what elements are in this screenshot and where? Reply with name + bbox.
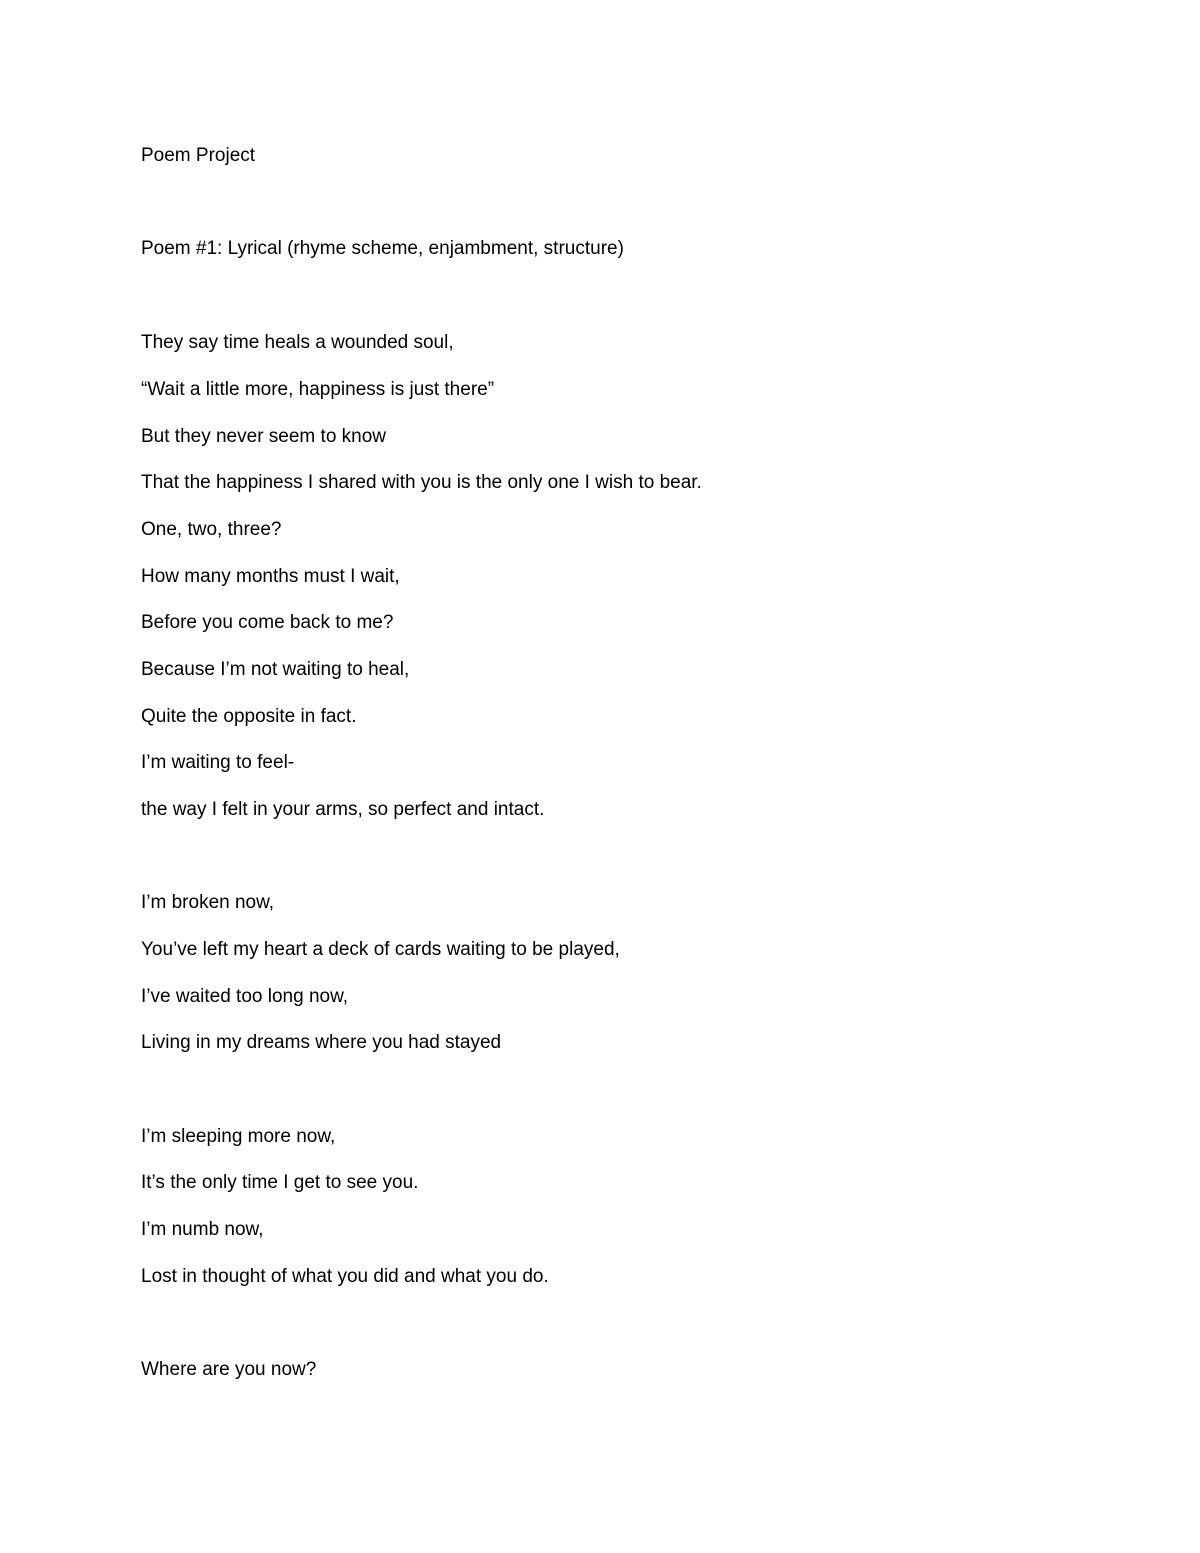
poem-line: One, two, three? (141, 519, 282, 540)
poem-line: “Wait a little more, happiness is just there” (141, 379, 495, 400)
poem-line: Quite the opposite in fact. (141, 706, 357, 727)
poem-line: That the happiness I shared with you is the only one I wish to bear. (141, 472, 702, 493)
poem-line: Living in my dreams where you had stayed (141, 1032, 502, 1053)
poem-line: Because I’m not waiting to heal, (141, 659, 410, 680)
poem-heading: Poem #1: Lyrical (rhyme scheme, enjambment, structure) (141, 238, 624, 259)
poem-line: Where are you now? (141, 1359, 317, 1380)
poem-line: I’ve waited too long now, (141, 986, 349, 1007)
poem-line: You’ve left my heart a deck of cards waiting to be played, (141, 939, 620, 960)
poem-line: They say time heals a wounded soul, (141, 332, 454, 353)
poem-line: But they never seem to know (141, 426, 387, 447)
poem-line: Lost in thought of what you did and what you do. (141, 1266, 549, 1287)
poem-line: I’m sleeping more now, (141, 1126, 336, 1147)
document-title: Poem Project (141, 145, 256, 166)
poem-line: I’m broken now, (141, 892, 275, 913)
poem-line: How many months must I wait, (141, 566, 400, 587)
poem-line: I’m waiting to feel- (141, 752, 295, 773)
poem-line: the way I felt in your arms, so perfect and intact. (141, 799, 545, 820)
poem-line: Before you come back to me? (141, 612, 394, 633)
poem-line: It’s the only time I get to see you. (141, 1172, 419, 1193)
poem-line: I’m numb now, (141, 1219, 264, 1240)
